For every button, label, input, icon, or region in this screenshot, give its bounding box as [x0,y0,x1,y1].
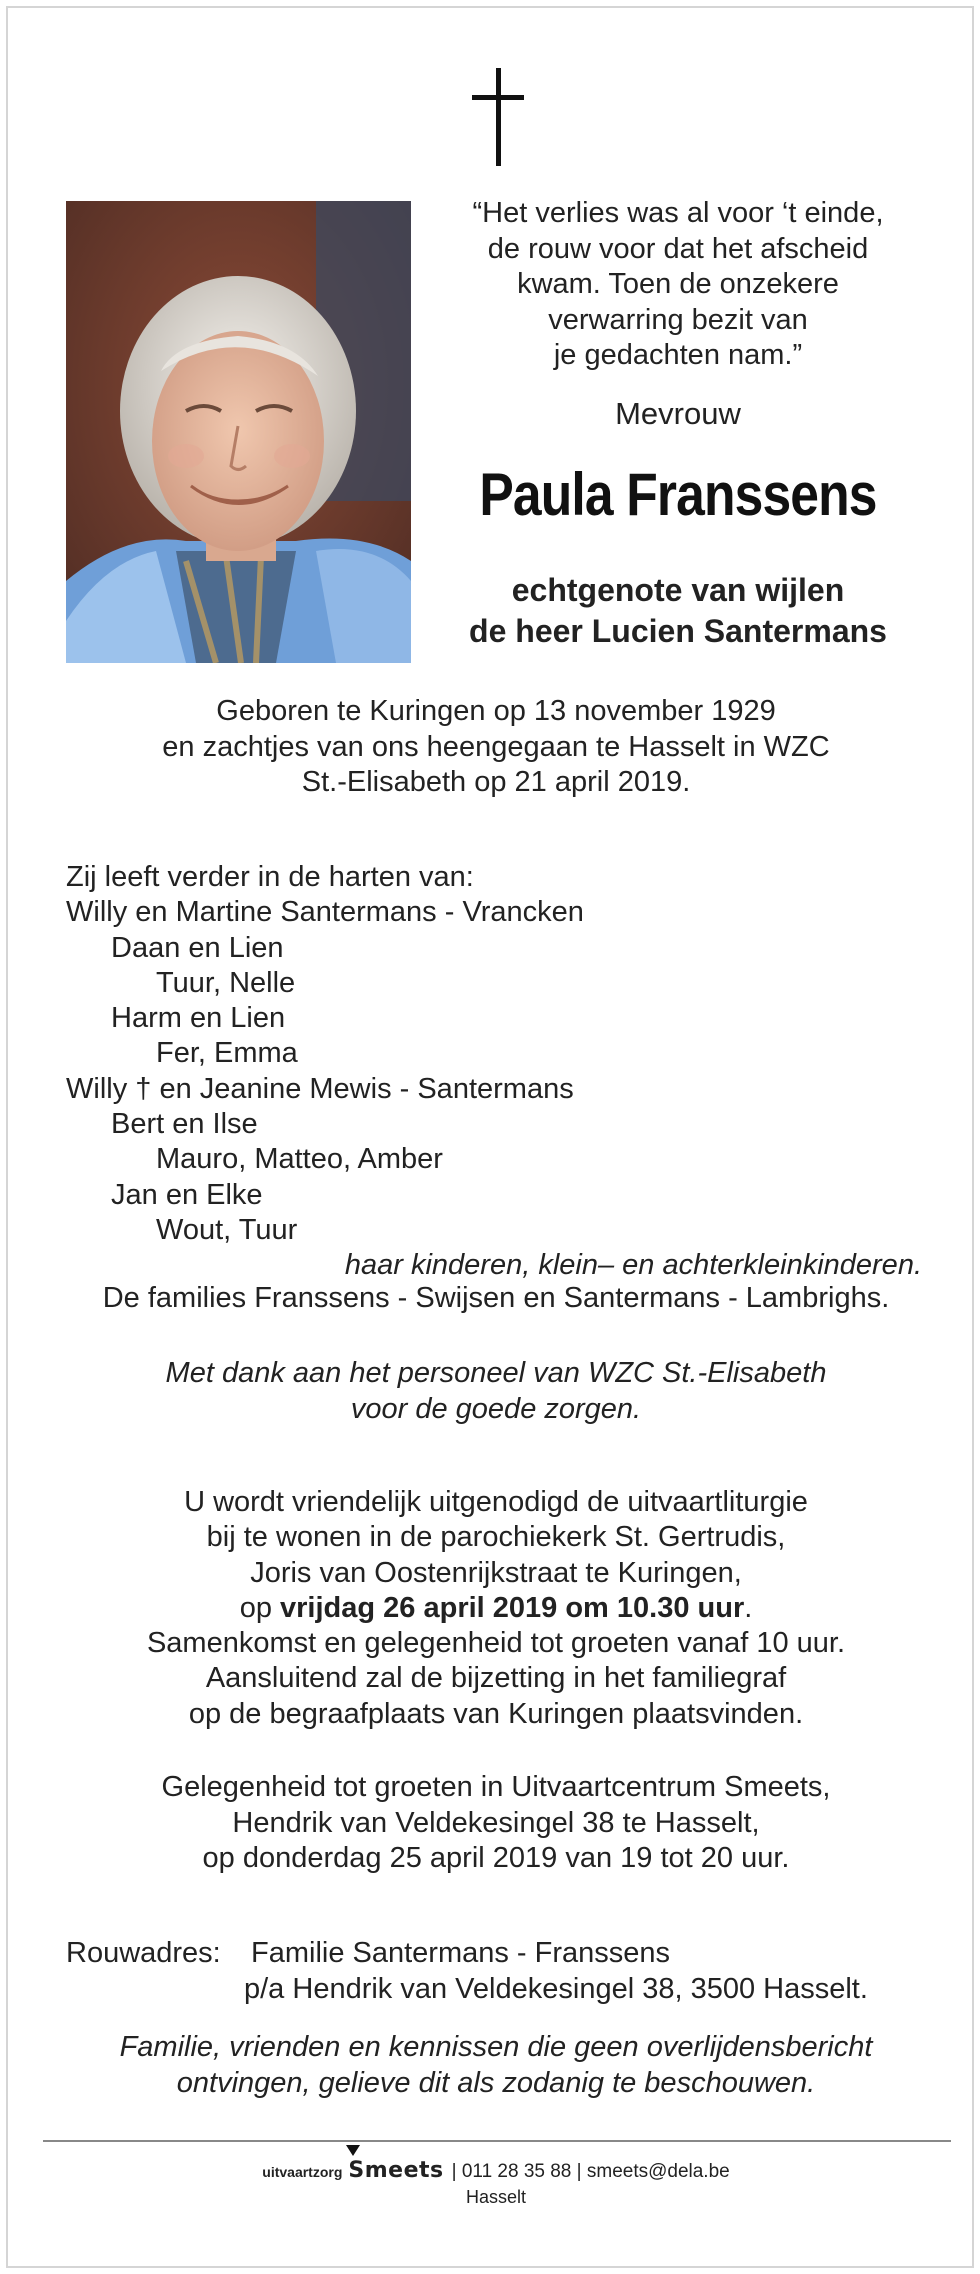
funeral-service-info [68,1485,924,1732]
footer [68,2158,924,2208]
portrait-photo [66,201,411,663]
cross-icon [472,68,524,166]
born-line: en zachtjes van ons heengegaan te Hasselt in WZC [162,730,830,763]
quote-line: kwam. Toen de onzekere [517,268,839,300]
obituary-card [6,6,974,2268]
survivor-line: Tuur, Nelle [156,966,296,999]
survivor-line: Bert en Ilse [111,1108,258,1141]
survivor-line: Willy en Martine Santermans - Vrancken [66,896,584,929]
deceased-name: Paula Franssens [479,461,877,528]
birth-death-info [68,694,924,801]
spouse-info [408,570,948,652]
service-line: Joris van Oostenrijkstraat te Kuringen, [250,1556,742,1589]
survivor-line: Fer, Emma [156,1037,298,1070]
survivor-line: Willy † en Jeanine Mewis - Santermans [66,1072,574,1105]
address-line: p/a Hendrik van Veldekesingel 38, 3500 Hasselt. [244,1972,868,2005]
survivor-line: Daan en Lien [111,931,284,964]
mourning-address [66,1936,946,2007]
spouse-line: de heer Lucien Santermans [469,613,887,649]
survivor-line: Wout, Tuur [156,1213,298,1246]
service-line: U wordt vriendelijk uitgenodigd de uitvaartliturgie [184,1486,808,1518]
footer-city: Hasselt [465,2187,527,2207]
survivor-line: Jan en Elke [111,1178,263,1211]
visit-line: op donderdag 25 april 2019 van 19 tot 20 uur. [202,1842,790,1874]
families-line: De families Franssens - Swijsen en Santermans - Lambrighs. [102,1282,890,1314]
honorific: Mevrouw [615,396,741,431]
service-line: Aansluitend zal de bijzetting in het familiegraf [205,1662,787,1695]
service-line: bij te wonen in de parochiekerk St. Gertrudis, [206,1521,786,1554]
notice-line: ontvingen, gelieve dit als zodanig te beschouwen. [176,2066,816,2099]
footer-divider [43,2140,951,2142]
visit-line: Gelegenheid tot groeten in Uitvaartcentrum Smeets, [161,1771,831,1803]
service-line: op de begraafplaats van Kuringen plaatsvinden. [188,1697,804,1730]
contact-info: | 011 28 35 88 | smeets@dela.be [451,2161,730,2182]
born-line: St.-Elisabeth op 21 april 2019. [301,766,691,798]
service-line: Samenkomst en gelegenheid tot groeten vanaf 10 uur. [146,1627,846,1660]
address-line: Familie Santermans - Franssens [251,1937,671,1969]
visitation-info [68,1770,924,1877]
quote-line: de rouw voor dat het afscheid [487,232,869,265]
brand-name: Smeets [348,2158,444,2183]
survivors-role: haar kinderen, klein– en achterkleinkinderen. [344,1249,922,1282]
service-datetime: vrijdag 26 april 2019 om 10.30 uur [280,1591,745,1624]
service-datetime-line [68,1591,924,1626]
notice-line: Familie, vrienden en kennissen die geen overlijdensbericht [119,2031,873,2063]
service-pre: op [239,1591,281,1624]
brand-prefix: uitvaartzorg [262,2164,343,2180]
thanks-note [68,1356,924,1427]
survivors-list [66,860,946,1284]
thanks-line: voor de goede zorgen. [350,1392,642,1425]
born-line: Geboren te Kuringen op 13 november 1929 [216,695,776,727]
service-post: . [744,1591,753,1624]
visit-line: Hendrik van Veldekesingel 38 te Hasselt, [232,1806,760,1839]
triangle-icon [346,2145,360,2156]
quote-line: verwarring bezit van [548,303,808,336]
notice [68,2030,924,2101]
quote-line: “Het verlies was al voor ‘t einde, [472,197,884,229]
survivors-intro: Zij leeft verder in de harten van: [66,861,474,893]
thanks-line: Met dank aan het personeel van WZC St.-Elisabeth [165,1357,827,1389]
survivor-line: Mauro, Matteo, Amber [156,1143,443,1176]
spouse-line: echtgenote van wijlen [511,572,845,608]
address-label: Rouwadres: [66,1937,221,1969]
quote-line: je gedachten nam.” [553,339,803,371]
survivor-line: Harm en Lien [111,1002,286,1035]
quote [438,196,918,374]
